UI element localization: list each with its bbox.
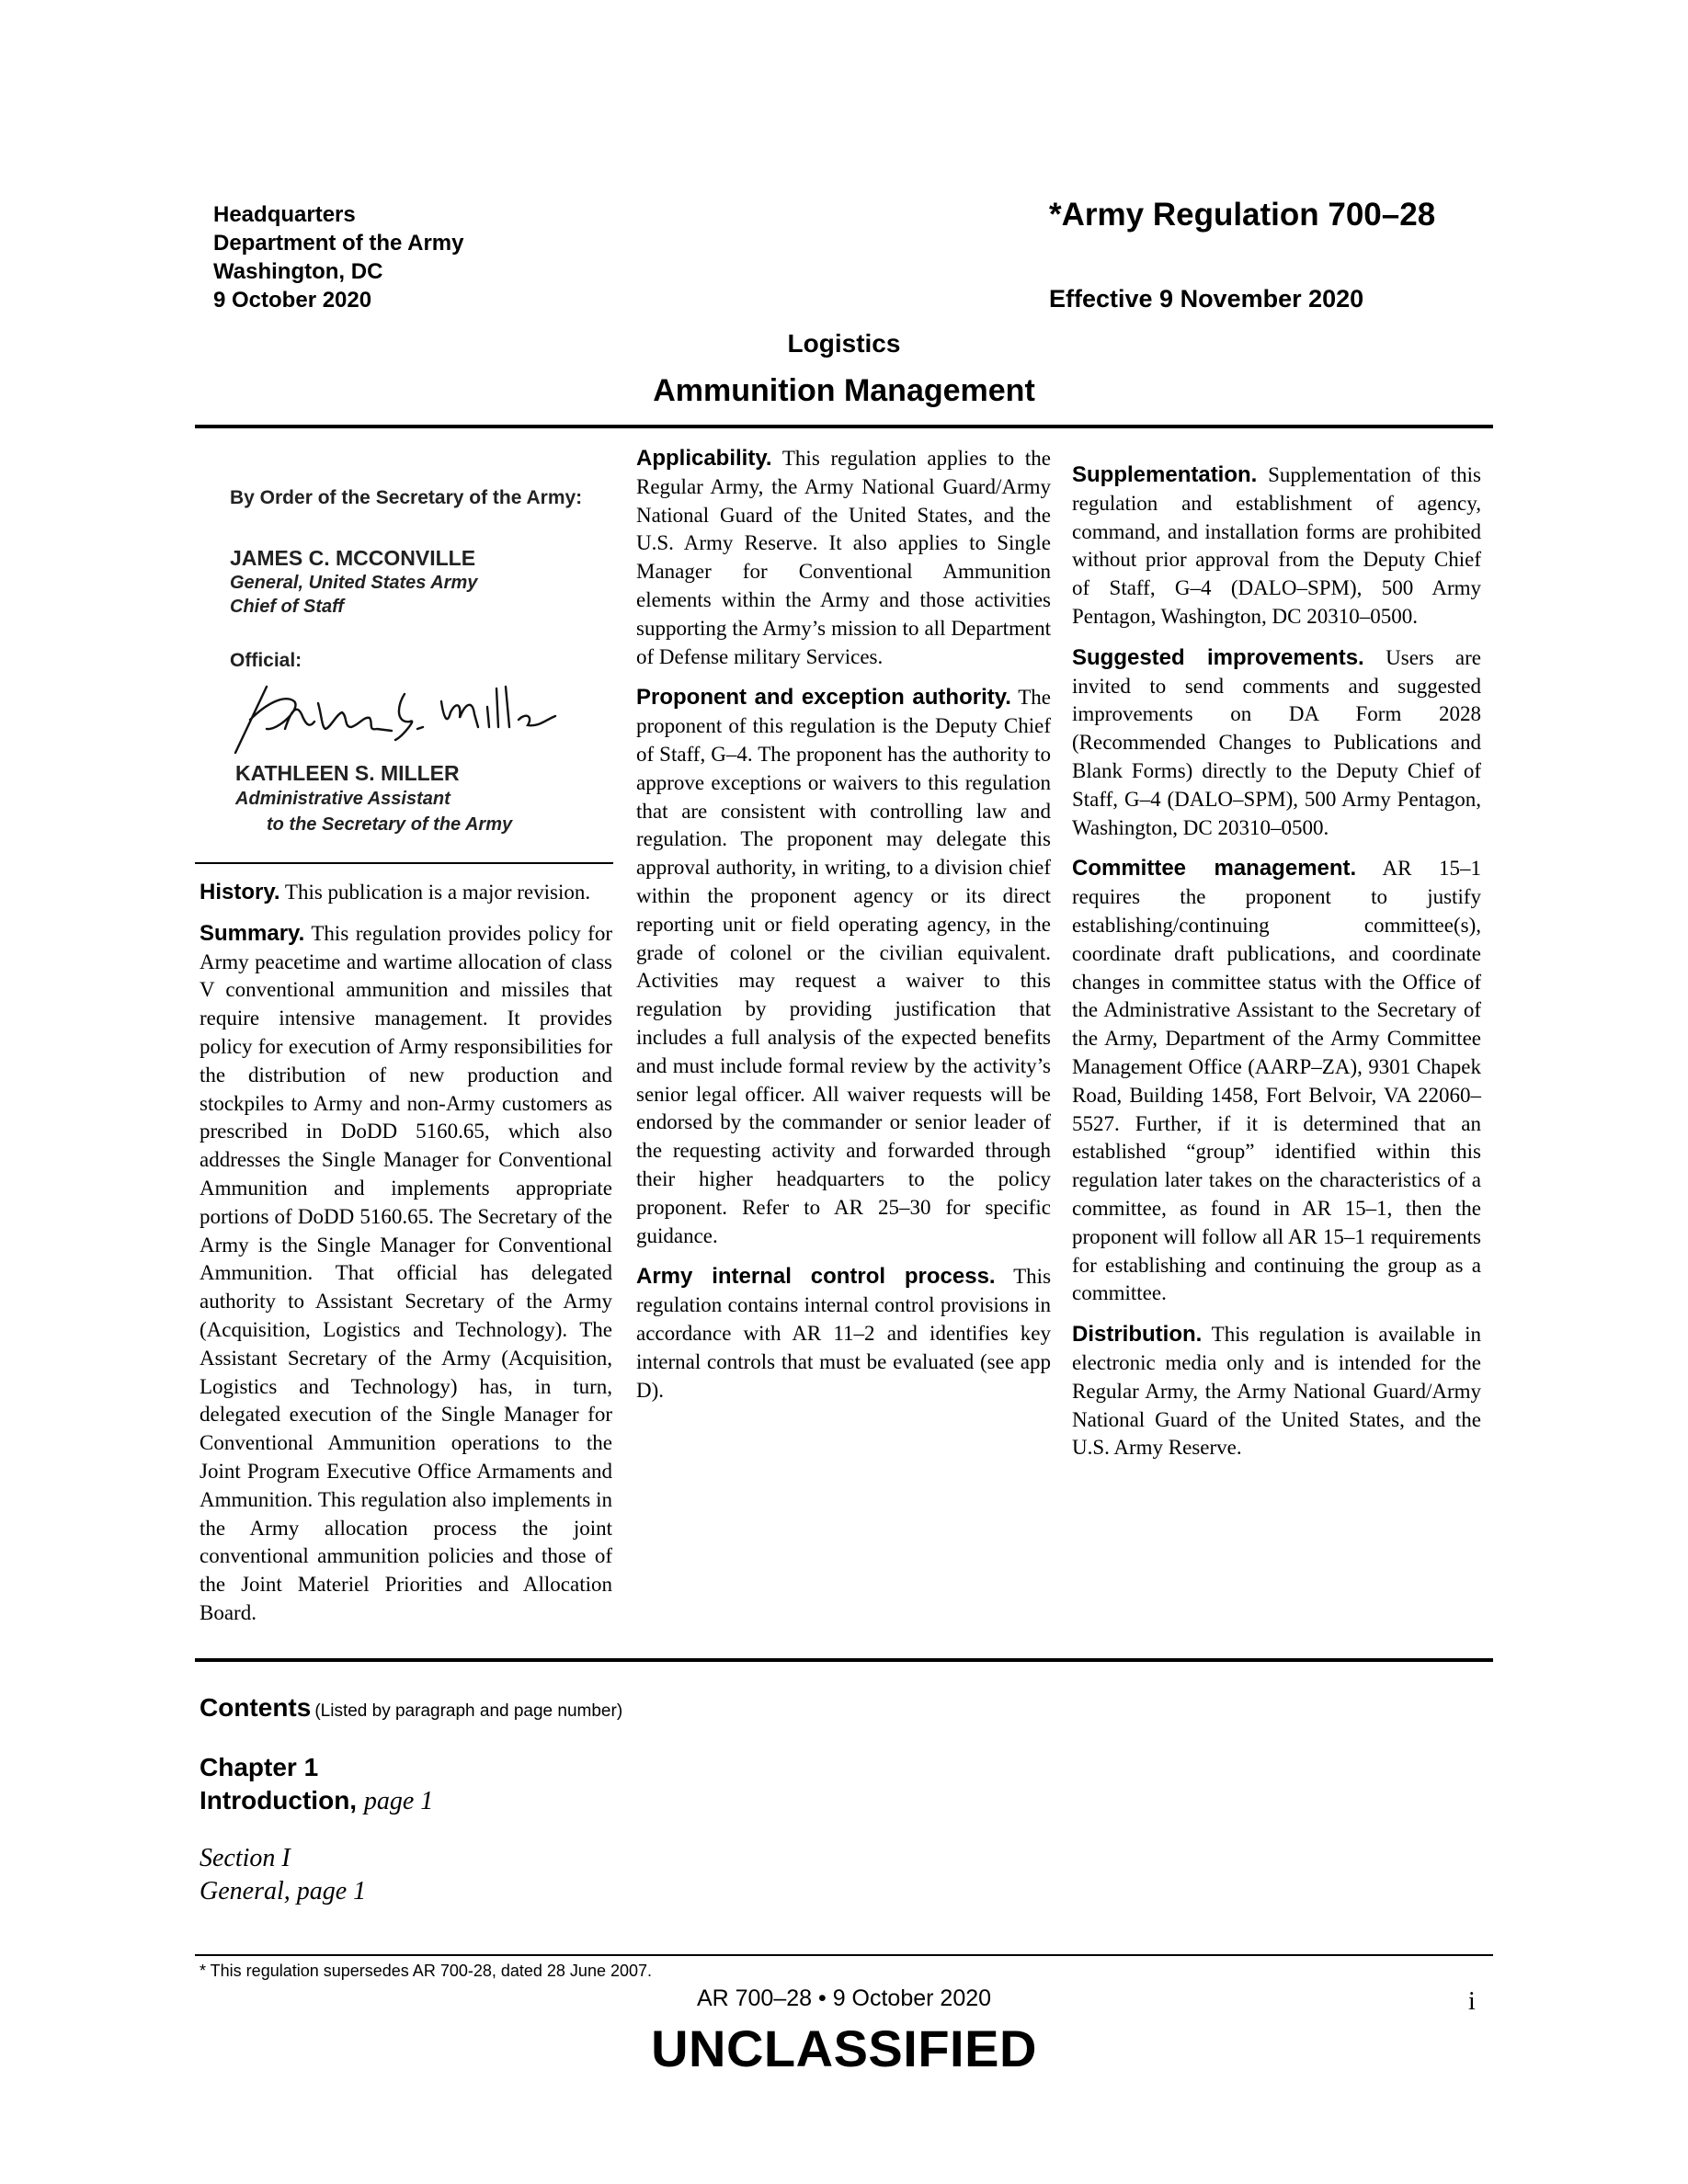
- supplementation-text: Supplementation of this regulation and establishment of agency, command, and installation forms are prohibited without prior approval from the Deputy Chief of Staff, G–4 (DALO–SPM), 500 Army Pentagon, Washington, DC 20310–0500.: [1072, 463, 1481, 628]
- summary-text: This regulation provides policy for Army peacetime and wartime allocation of class V conventional ammunition and missiles that require intensive management. It provides policy for execution of Army responsibilities for the distribution of new production and stockpiles to Army and non-Army customers as prescribed in DoDD 5160.65, which also addresses the Single Manager for Conventional Ammunition and implements appropriate portions of DoDD 5160.65. The Secretary of the Army is the Single Manager for Conventional Ammunition. That official has delegated authority to Assistant Secretary of the Army (Acquisition, Logistics and Technology). The Assistant Secretary of the Army (Acquisition, Logistics and Technology) has, in turn, delegated execution of the Single Manager for Conventional Ammunition operations to the Joint Program Executive Office Armaments and Ammunition. This regulation also implements in the Army allocation process the joint conventional ammunition policies and those of the Joint Materiel Priorities and Allocation Board.: [200, 921, 613, 1624]
- toc-chapter-entry[interactable]: [200, 1751, 433, 1818]
- committee-paragraph: [1072, 855, 1481, 1308]
- contents-divider: [195, 1658, 1493, 1662]
- classification-marking: UNCLASSIFIED: [651, 2019, 1037, 2077]
- header-divider: [195, 425, 1493, 428]
- proponent-text: The proponent of this regulation is the Deputy Chief of Staff, G–4. The proponent has the authority to approve exceptions or waivers to this regulation that are consistent with controlling law and regulation. The proponent may delegate this approval authority, in writing, to a division chief within the proponent agency or its direct reporting unit or field operating agency, in the grade of colonel or the civilian equivalent. Activities may request a waiver to this regulation by providing justification that includes a full analysis of the expected benefits and must include formal review by the activity’s senior legal officer. All waiver requests will be endorsed by the commander or senior leader of the requesting activity and forwarded through their higher headquarters to the policy proponent. Refer to AR 25–30 for specific guidance.: [636, 686, 1051, 1247]
- chief-role-line-1: General, United States Army: [230, 573, 478, 593]
- signature-block: [230, 487, 616, 837]
- history-label: History.: [200, 880, 280, 904]
- official-label: Official:: [230, 650, 302, 671]
- admin-role-line-1: Administrative Assistant: [235, 789, 451, 809]
- administrative-assistant-name: KATHLEEN S. MILLER: [235, 761, 460, 785]
- applicability-paragraph: [636, 445, 1051, 671]
- supplementation-paragraph: [1072, 461, 1481, 631]
- chief-role-line-2: Chief of Staff: [230, 597, 345, 617]
- history-text: This publication is a major revision.: [284, 881, 591, 904]
- improvements-label: Suggested improvements.: [1072, 644, 1364, 670]
- contents-heading: Contents: [200, 1693, 312, 1722]
- org-line-3: Washington, DC: [213, 259, 383, 284]
- history-paragraph: [200, 879, 612, 907]
- column-middle: [636, 445, 1051, 1417]
- effective-date: Effective 9 November 2020: [1049, 285, 1364, 313]
- admin-role-line-2: to the Secretary of the Army: [267, 814, 513, 835]
- column-right: [1072, 461, 1481, 1475]
- committee-label: Committee management.: [1072, 856, 1357, 882]
- org-line-1: Headquarters: [213, 202, 356, 227]
- improvements-paragraph: [1072, 644, 1481, 843]
- summary-paragraph: [200, 920, 612, 1628]
- distribution-paragraph: [1072, 1321, 1481, 1462]
- proponent-label: Proponent and exception authority.: [636, 685, 1011, 711]
- improvements-text: Users are invited to send comments and suggested improvements on DA Form 2028 (Recommended Changes to Publications and Blank Forms) directly to the Deputy Chief of Staff, G–4 (DALO–SPM), 500 Army Pentagon, Washington, DC 20310–0500.: [1072, 645, 1481, 839]
- handwritten-signature: [230, 676, 561, 756]
- regulation-number: *Army Regulation 700–28: [1049, 197, 1436, 233]
- issuing-headquarters: [213, 200, 463, 314]
- section-label: Section I: [200, 1844, 291, 1872]
- column-left: [200, 879, 612, 1641]
- chapter-page: page 1: [363, 1787, 434, 1815]
- summary-label: Summary.: [200, 920, 305, 946]
- applicability-label: Applicability.: [636, 446, 772, 471]
- internal-control-paragraph: [636, 1263, 1051, 1405]
- category-heading: Logistics: [787, 329, 901, 358]
- committee-text: AR 15–1 requires the proponent to justify establishing/continuing committee(s), coordinate draft publications, and coordinate changes in committee status with the Office of the Administrative Assistant to the Secretary of the Army, Department of the Army Committee Management Office (AARP–ZA), 9301 Chapek Road, Building 1458, Fort Belvoir, VA 22060–5527. Further, if it is determined that an established “group” identified within this regulation later takes on the characteristics of a committee, as found in AR 15–1, then the proponent will follow all AR 15–1 requirements for establishing and continuing the group as a committee.: [1072, 857, 1482, 1305]
- signature-divider: [195, 862, 613, 864]
- issue-date: 9 October 2020: [213, 288, 372, 313]
- toc-section-entry[interactable]: [200, 1842, 366, 1908]
- supersession-footnote: * This regulation supersedes AR 700-28, dated 28 June 2007.: [200, 1962, 653, 1980]
- proponent-paragraph: [636, 684, 1051, 1250]
- chief-of-staff-name: JAMES C. MCCONVILLE: [230, 546, 476, 570]
- footer-document-id: AR 700–28 • 9 October 2020: [696, 1985, 992, 2011]
- chapter-title: Introduction,: [200, 1786, 358, 1814]
- internal-control-label: Army internal control process.: [636, 1264, 996, 1290]
- chapter-label: Chapter 1: [200, 1753, 319, 1781]
- distribution-label: Distribution.: [1072, 1322, 1203, 1348]
- by-order-line: By Order of the Secretary of the Army:: [230, 487, 583, 508]
- contents-heading-block: [200, 1693, 622, 1723]
- org-line-2: Department of the Army: [213, 231, 464, 256]
- applicability-text: This regulation applies to the Regular Army, the Army National Guard/Army National Guard of the United States, and the U.S. Army Reserve. It also applies to Single Manager for Conventional Ammunition elements within the Army and those activities supporting the Army’s mission to all Department of Defense military Services.: [636, 447, 1051, 668]
- section-title: General, page 1: [200, 1877, 367, 1905]
- document-title: Ammunition Management: [653, 373, 1035, 408]
- footer-divider: [195, 1954, 1493, 1956]
- supplementation-label: Supplementation.: [1072, 462, 1258, 487]
- internal-control-text: This regulation contains internal control provisions in accordance with AR 11–2 and identifies key internal controls that must be evaluated (see app D).: [636, 1265, 1052, 1402]
- distribution-text: This regulation is available in electronic media only and is intended for the Regular Army, the Army National Guard/Army National Guard of the United States, and the U.S. Army Reserve.: [1072, 1323, 1481, 1460]
- contents-note: (Listed by paragraph and page number): [314, 1701, 623, 1721]
- page-number: i: [1468, 1987, 1476, 2016]
